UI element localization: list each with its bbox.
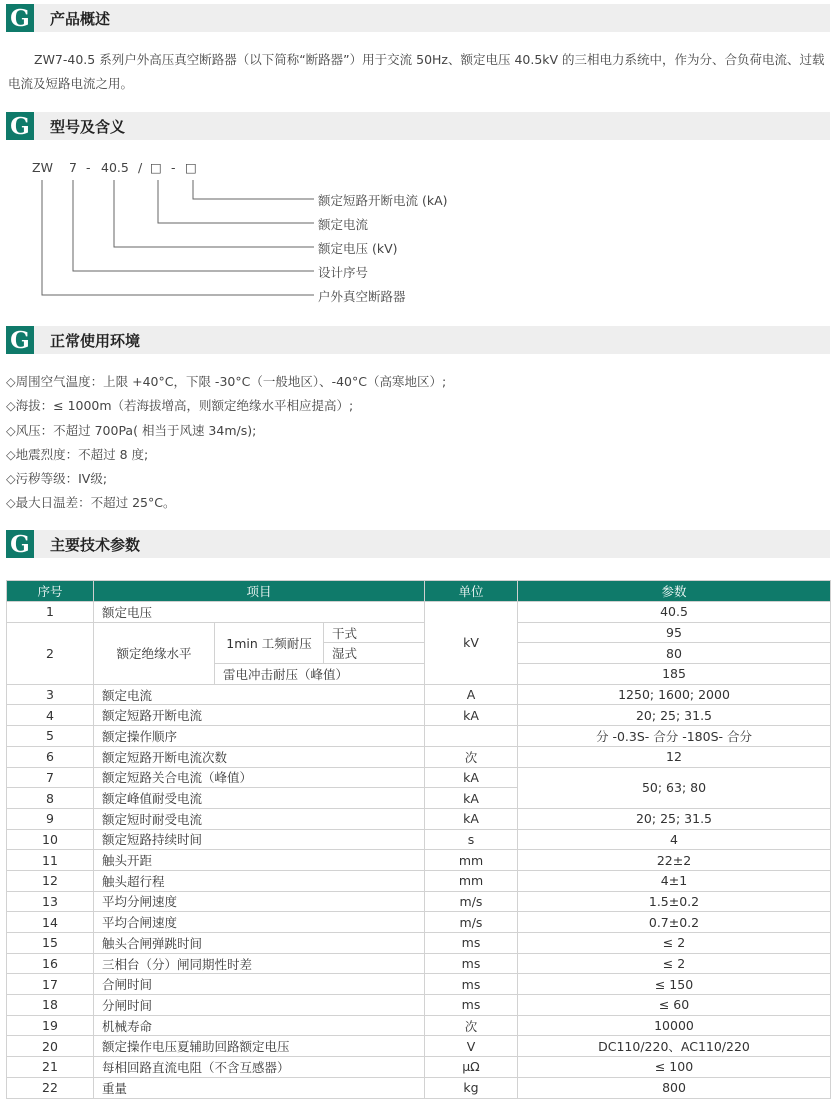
parameters-table <box>6 580 831 1099</box>
list-item <box>6 370 830 394</box>
section-title-params: 主要技术参数 <box>50 535 141 554</box>
cell-item: 额定电压 <box>94 602 425 623</box>
model-label-rated-current: 额定电流 <box>318 217 369 232</box>
brand-g-icon: G <box>6 530 34 558</box>
cell-unit: V <box>425 1036 518 1057</box>
cell-item: 额定短时耐受电流 <box>94 808 425 829</box>
env-text: 海拔：≤ 1000m（若海拔增高，则额定绝缘水平相应提高）; <box>15 398 354 414</box>
cell-item: 每相回路直流电阻（不含互感器） <box>94 1057 425 1078</box>
cell-item: 额定操作电压夏辅助回路额定电压 <box>94 1036 425 1057</box>
list-item <box>6 491 830 515</box>
cell-no: 19 <box>7 1015 94 1036</box>
cell-item: 平均合闸速度 <box>94 912 425 933</box>
cell-unit: kA <box>425 788 518 809</box>
table-row <box>7 933 831 954</box>
cell-value: 10000 <box>518 1015 831 1036</box>
cell-value: ≤ 60 <box>518 995 831 1016</box>
cell-no: 3 <box>7 684 94 705</box>
cell-unit: s <box>425 829 518 850</box>
model-code-zw: ZW <box>32 160 53 175</box>
cell-no: 13 <box>7 891 94 912</box>
model-label-outdoor-breaker: 户外真空断路器 <box>318 289 406 304</box>
cell-no: 2 <box>7 622 94 684</box>
table-row <box>7 850 831 871</box>
diamond-icon: ◇ <box>6 422 16 438</box>
cell-item: 触头超行程 <box>94 870 425 891</box>
env-text: 风压：不超过 700Pa( 相当于风速 34m/s); <box>15 422 257 438</box>
cell-item: 触头合闸弹跳时间 <box>94 933 425 954</box>
col-header-value: 参数 <box>518 581 831 602</box>
diamond-icon: ◇ <box>6 446 16 462</box>
table-row <box>7 726 831 747</box>
cell-unit: ms <box>425 974 518 995</box>
section-header-overview <box>6 4 830 32</box>
cell-item: 额定短路开断电流次数 <box>94 746 425 767</box>
section-title-environment: 正常使用环境 <box>50 331 141 350</box>
table-row <box>7 684 831 705</box>
model-code-design: 7 <box>69 160 77 175</box>
leader-line-outdoor-breaker <box>42 180 314 295</box>
cell-no: 5 <box>7 726 94 747</box>
model-code-voltage: 40.5 <box>101 160 129 175</box>
model-code-breaking-box: □ <box>185 160 197 175</box>
section-header-params <box>6 530 830 558</box>
cell-item: 重量 <box>94 1077 425 1098</box>
product-intro: ZW7-40.5 系列户外高压真空断路器（以下简称“断路器”）用于交流 50Hz、额定电压 40.5kV 的三相电力系统中，作为分、合负荷电流、过载电流及短路电流之用。 <box>8 52 825 91</box>
cell-no: 20 <box>7 1036 94 1057</box>
cell-value: 40.5 <box>518 602 831 623</box>
cell-value: ≤ 2 <box>518 953 831 974</box>
section-title-model: 型号及含义 <box>50 117 126 136</box>
cell-item: 额定电流 <box>94 684 425 705</box>
cell-unit: kg <box>425 1077 518 1098</box>
cell-no: 14 <box>7 912 94 933</box>
cell-value: ≤ 100 <box>518 1057 831 1078</box>
cell-value: 1.5±0.2 <box>518 891 831 912</box>
model-diagram <box>0 150 836 310</box>
list-item <box>6 443 830 467</box>
table-row <box>7 767 831 788</box>
list-item <box>6 467 830 491</box>
cell-no: 9 <box>7 808 94 829</box>
cell-unit: kV <box>425 602 518 685</box>
section-header-model <box>6 112 830 140</box>
table-row <box>7 995 831 1016</box>
cell-value: ≤ 150 <box>518 974 831 995</box>
cell-unit: 次 <box>425 1015 518 1036</box>
cell-no: 17 <box>7 974 94 995</box>
cell-subitem: 1min 工频耐压 <box>215 622 324 663</box>
model-code-dash: - <box>171 160 176 175</box>
cell-item: 分闸时间 <box>94 995 425 1016</box>
table-row <box>7 1015 831 1036</box>
cell-value: 20; 25; 31.5 <box>518 705 831 726</box>
cell-value: 1250; 1600; 2000 <box>518 684 831 705</box>
cell-value: 20; 25; 31.5 <box>518 808 831 829</box>
model-label-rated-voltage: 额定电压 (kV) <box>318 241 398 256</box>
cell-subitem: 雷电冲击耐压（峰值） <box>215 664 425 685</box>
cell-item: 额定短路开断电流 <box>94 705 425 726</box>
col-header-no: 序号 <box>7 581 94 602</box>
table-row <box>7 891 831 912</box>
cell-value: 22±2 <box>518 850 831 871</box>
cell-value: 80 <box>518 643 831 664</box>
cell-no: 4 <box>7 705 94 726</box>
cell-no: 16 <box>7 953 94 974</box>
leader-line-rated-current <box>158 180 314 223</box>
cell-value: DC110/220、AC110/220 <box>518 1036 831 1057</box>
model-code-current-box: □ <box>150 160 162 175</box>
table-row <box>7 602 831 623</box>
cell-no: 11 <box>7 850 94 871</box>
diamond-icon: ◇ <box>6 471 16 487</box>
cell-item: 机械寿命 <box>94 1015 425 1036</box>
cell-unit: 次 <box>425 746 518 767</box>
cell-no: 15 <box>7 933 94 954</box>
cell-value: 4 <box>518 829 831 850</box>
cell-no: 12 <box>7 870 94 891</box>
brand-g-icon: G <box>6 112 34 140</box>
env-text: 污秽等级：IV级; <box>15 471 108 487</box>
cell-value: 95 <box>518 622 831 643</box>
cell-unit: ms <box>425 953 518 974</box>
model-code-slash: / <box>138 160 143 175</box>
cell-unit: μΩ <box>425 1057 518 1078</box>
cell-item: 三相台（分）闸同期性时差 <box>94 953 425 974</box>
cell-value: 12 <box>518 746 831 767</box>
model-code-dash: - <box>86 160 91 175</box>
diamond-icon: ◇ <box>6 495 16 511</box>
cell-value: 50; 63; 80 <box>518 767 831 808</box>
table-row <box>7 705 831 726</box>
table-row <box>7 870 831 891</box>
cell-unit: kA <box>425 705 518 726</box>
cell-no: 18 <box>7 995 94 1016</box>
cell-item: 触头开距 <box>94 850 425 871</box>
table-row <box>7 808 831 829</box>
diamond-icon: ◇ <box>6 374 16 389</box>
cell-no: 1 <box>7 602 94 623</box>
list-item <box>6 394 830 418</box>
table-header-row <box>7 581 831 602</box>
cell-no: 7 <box>7 767 94 788</box>
cell-unit: kA <box>425 808 518 829</box>
table-row <box>7 1077 831 1098</box>
diamond-icon: ◇ <box>6 398 16 414</box>
cell-unit: mm <box>425 850 518 871</box>
table-row <box>7 1036 831 1057</box>
cell-item: 额定操作顺序 <box>94 726 425 747</box>
cell-value: 185 <box>518 664 831 685</box>
cell-no: 6 <box>7 746 94 767</box>
table-row <box>7 829 831 850</box>
cell-value: 分 -0.3S- 合分 -180S- 合分 <box>518 726 831 747</box>
cell-no: 10 <box>7 829 94 850</box>
cell-item: 额定短路关合电流（峰值） <box>94 767 425 788</box>
col-header-unit: 单位 <box>425 581 518 602</box>
table-row <box>7 953 831 974</box>
brand-g-icon: G <box>6 326 34 354</box>
cell-unit: m/s <box>425 891 518 912</box>
table-row <box>7 746 831 767</box>
brand-g-icon: G <box>6 4 34 32</box>
cell-unit <box>425 726 518 747</box>
section-title-overview: 产品概述 <box>50 9 111 28</box>
model-label-breaking-current: 额定短路开断电流 (kA) <box>318 193 448 208</box>
table-row <box>7 912 831 933</box>
leader-line-breaking-current <box>193 180 314 199</box>
env-text: 周围空气温度：上限 +40°C，下限 -30°C（一般地区）、-40°C（高寒地区）; <box>15 374 447 389</box>
env-text: 最大日温差：不超过 25°C。 <box>15 495 176 511</box>
cell-unit: ms <box>425 995 518 1016</box>
cell-subitem: 湿式 <box>324 643 425 664</box>
table-row <box>7 974 831 995</box>
model-label-design-no: 设计序号 <box>318 265 369 280</box>
cell-no: 22 <box>7 1077 94 1098</box>
cell-no: 8 <box>7 788 94 809</box>
cell-value: ≤ 2 <box>518 933 831 954</box>
cell-unit: kA <box>425 767 518 788</box>
cell-no: 21 <box>7 1057 94 1078</box>
cell-item: 平均分闸速度 <box>94 891 425 912</box>
table-row <box>7 622 831 643</box>
cell-item: 额定峰值耐受电流 <box>94 788 425 809</box>
env-text: 地震烈度：不超过 8 度; <box>15 446 149 462</box>
cell-unit: A <box>425 684 518 705</box>
cell-item: 额定绝缘水平 <box>94 622 215 684</box>
leader-line-rated-voltage <box>114 180 314 247</box>
environment-list <box>6 370 830 516</box>
cell-unit: mm <box>425 870 518 891</box>
section-header-environment <box>6 326 830 354</box>
col-header-item: 项目 <box>94 581 425 602</box>
cell-unit: m/s <box>425 912 518 933</box>
cell-subitem: 干式 <box>324 622 425 643</box>
cell-value: 800 <box>518 1077 831 1098</box>
cell-item: 额定短路持续时间 <box>94 829 425 850</box>
cell-item: 合闸时间 <box>94 974 425 995</box>
list-item <box>6 419 830 443</box>
cell-unit: ms <box>425 933 518 954</box>
cell-value: 4±1 <box>518 870 831 891</box>
cell-value: 0.7±0.2 <box>518 912 831 933</box>
table-row <box>7 1057 831 1078</box>
